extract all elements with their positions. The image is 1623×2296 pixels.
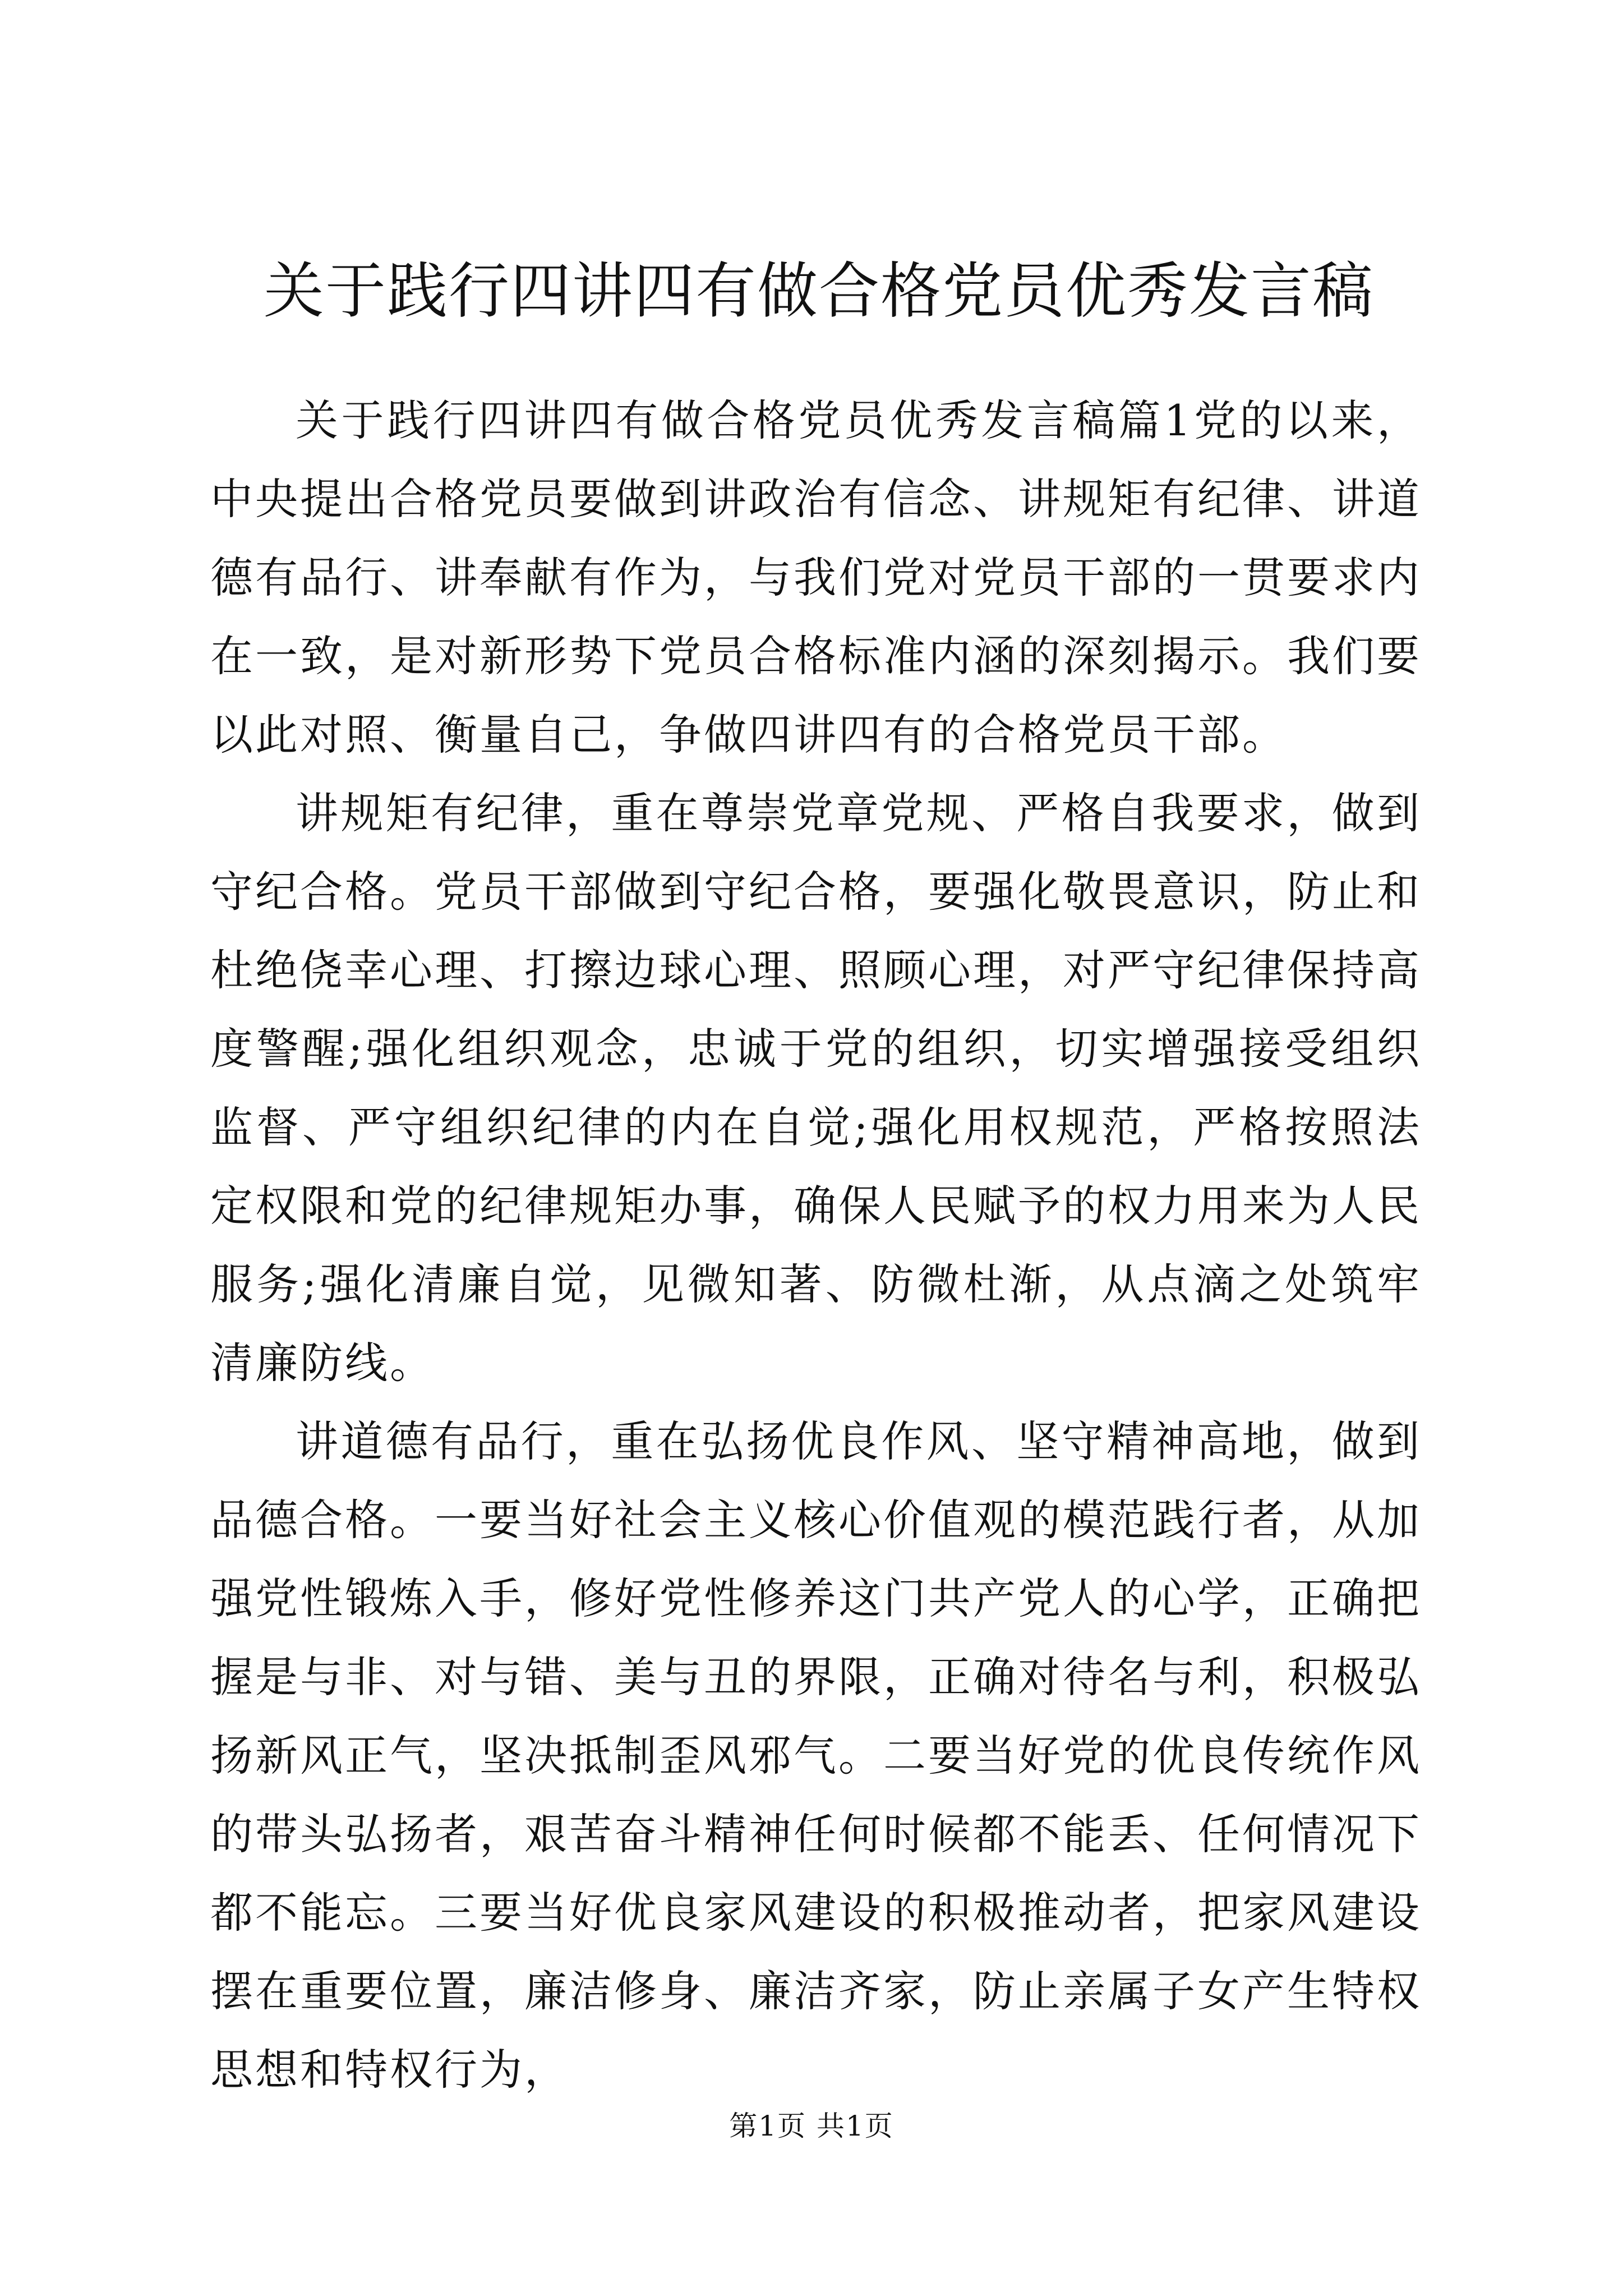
page-footer: 第1页 共1页 bbox=[729, 2110, 894, 2142]
paragraph-1: 关于践行四讲四有做合格党员优秀发言稿篇1党的以来，中央提出合格党员要做到讲政治有信念、讲规矩有纪律、讲道德有品行、讲奉献有作为，与我们党对党员干部的一贯要求内在一致，是对新形势下党员合格标准内涵的深刻揭示。我们要以此对照、衡量自己，争做四讲四有的合格党员干部。 bbox=[210, 395, 1422, 760]
document-title: 关于践行四讲四有做合格党员优秀发言稿 bbox=[263, 256, 1374, 326]
document-body bbox=[210, 381, 1422, 2109]
paragraph-3: 讲道德有品行，重在弘扬优良作风、坚守精神高地，做到品德合格。一要当好社会主义核心价值观的模范践行者，从加强党性锻炼入手，修好党性修养这门共产党人的心学，正确把握是与非、对与错、美与丑的界限，正确对待名与利，积极弘扬新风正气，坚决抵制歪风邪气。二要当好党的优良传统作风的带头弘扬者，艰苦奋斗精神任何时候都不能丢、任何情况下都不能忘。三要当好优良家风建设的积极推动者，把家风建设摆在重要位置，廉洁修身、廉洁齐家，防止亲属子女产生特权思想和特权行为， bbox=[210, 1416, 1422, 2095]
paragraph-2: 讲规矩有纪律，重在尊崇党章党规、严格自我要求，做到守纪合格。党员干部做到守纪合格，要强化敬畏意识，防止和杜绝侥幸心理、打擦边球心理、照顾心理，对严守纪律保持高度警醒;强化组织观念，忠诚于党的组织，切实增强接受组织监督、严守组织纪律的内在自觉;强化用权规范，严格按照法定权限和党的纪律规矩办事，确保人民赋予的权力用来为人民服务;强化清廉自觉，见微知著、防微杜渐，从点滴之处筑牢清廉防线。 bbox=[210, 788, 1422, 1388]
